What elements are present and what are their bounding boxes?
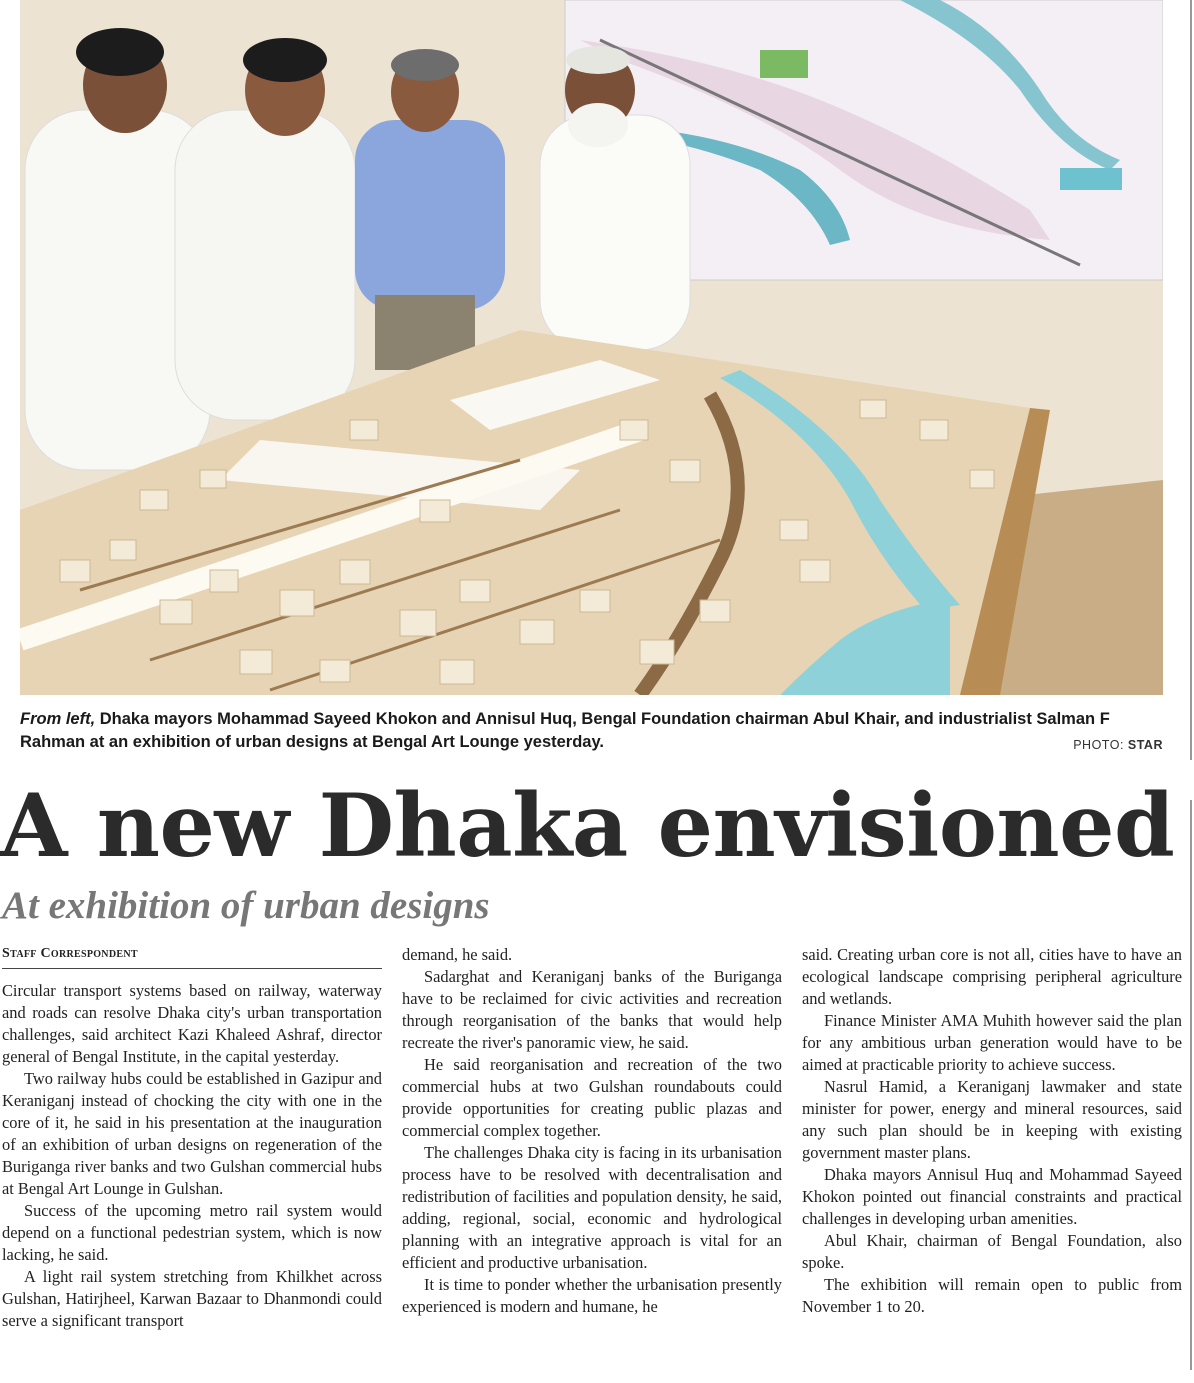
column-rule xyxy=(1190,0,1192,760)
byline: Staff Correspondent xyxy=(2,946,382,969)
paragraph: The challenges Dhaka city is facing in its urbanisation process have to be resolved with decentralisation and redistribution of facilities and population density, he said, adding, regional, social, economic and hydrological planning with an integrative approach is vital for an efficient and productive urbanisation. xyxy=(402,1143,782,1272)
caption-lead: From left, xyxy=(20,710,96,728)
paragraph: Nasrul Hamid, a Keraniganj lawmaker and state minister for power, energy and mineral resources, said any such plan should be in keeping with existing government master plans. xyxy=(802,1077,1182,1162)
paragraph: Sadarghat and Keraniganj banks of the Buriganga have to be reclaimed for civic activities and recreation through reorganisation of the banks that would help recreate the river's panoramic view, he said. xyxy=(402,967,782,1052)
paragraph: A light rail system stretching from Khilkhet across Gulshan, Hatirjheel, Karwan Bazaar to Dhanmondi could serve a significant transport xyxy=(2,1267,382,1330)
photo-credit xyxy=(1073,738,1163,752)
article-column-2 xyxy=(402,944,782,1318)
article-column-1 xyxy=(2,980,382,1332)
caption-text: Dhaka mayors Mohammad Sayeed Khokon and Annisul Huq, Bengal Foundation chairman Abul Khair, and industrialist Salman F Rahman at an exhibition of urban designs at Bengal Art Lounge yesterday. xyxy=(20,710,1110,751)
paragraph: Two railway hubs could be established in Gazipur and Keraniganj instead of chocking the city with one in the core of it, he said in his presentation at the inauguration of an exhibition of urban designs on regeneration of the Buriganga river banks and two Gulshan commercial hubs at Bengal Art Lounge in Gulshan. xyxy=(2,1069,382,1198)
paragraph: It is time to ponder whether the urbanisation presently experienced is modern and humane, he xyxy=(402,1275,782,1316)
paragraph: The exhibition will remain open to public from November 1 to 20. xyxy=(802,1275,1182,1316)
paragraph: Abul Khair, chairman of Bengal Foundation, also spoke. xyxy=(802,1231,1182,1272)
article-column-3 xyxy=(802,944,1182,1318)
subheadline: At exhibition of urban designs xyxy=(2,884,490,927)
headline: A new Dhaka envisioned xyxy=(0,774,1175,877)
exhibition-photo xyxy=(20,0,1163,695)
paragraph: Dhaka mayors Annisul Huq and Mohammad Sayeed Khokon pointed out financial constraints and practical challenges in developing urban amenities. xyxy=(802,1165,1182,1228)
credit-label: PHOTO: xyxy=(1073,738,1128,752)
photo-caption xyxy=(20,708,1163,754)
paragraph: Circular transport systems based on railway, waterway and roads can resolve Dhaka city's urban transportation challenges, said architect Kazi Khaleed Ashraf, director general of Bengal Institute, in the capital yesterday. xyxy=(2,981,382,1066)
paragraph: Success of the upcoming metro rail system would depend on a functional pedestrian system, which is now lacking, he said. xyxy=(2,1201,382,1264)
column-rule xyxy=(1190,800,1192,1370)
paragraph: He said reorganisation and recreation of the two commercial hubs at two Gulshan roundabouts could provide opportunities for creating public plazas and commercial complex together. xyxy=(402,1055,782,1140)
credit-source: STAR xyxy=(1127,738,1163,752)
paragraph: said. Creating urban core is not all, cities have to have an ecological landscape comprising peripheral agriculture and wetlands. xyxy=(802,945,1182,1008)
paragraph: demand, he said. xyxy=(402,945,513,964)
paragraph: Finance Minister AMA Muhith however said the plan for any ambitious urban generation would have to be aimed at practicable priority to achieve success. xyxy=(802,1011,1182,1074)
photo-illustration xyxy=(20,0,1163,695)
